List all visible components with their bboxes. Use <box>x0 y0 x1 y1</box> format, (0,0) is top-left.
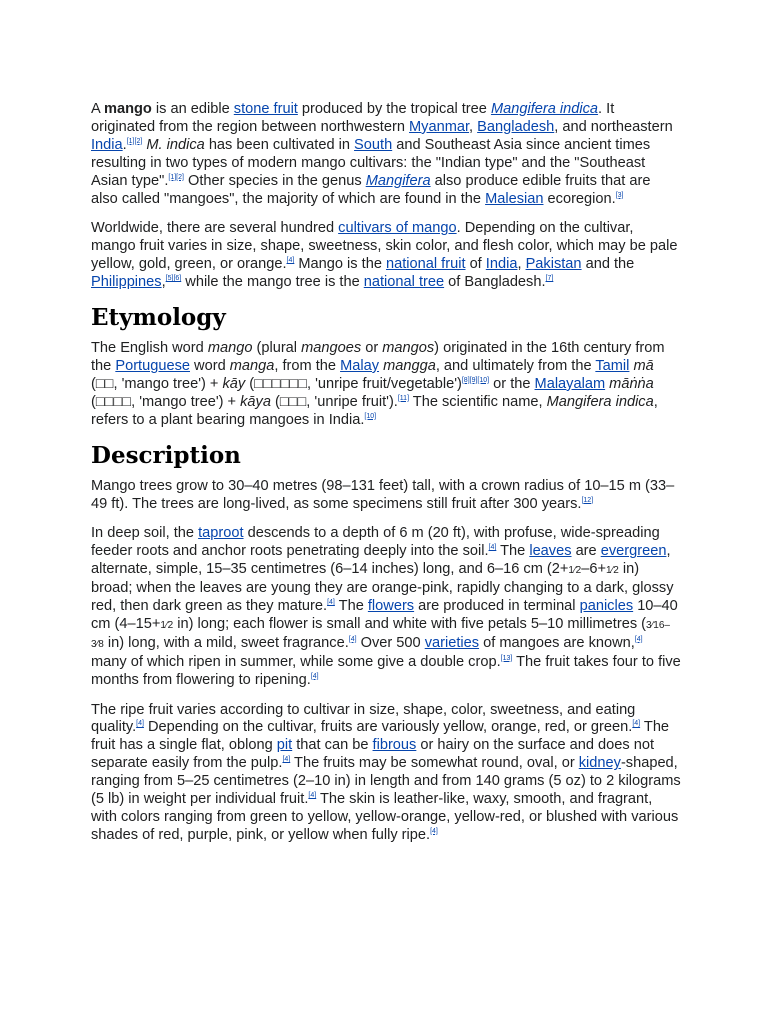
link-fibrous[interactable]: fibrous <box>372 737 417 754</box>
text-run: Mango trees grow to 30–40 metres (98–131 feet) tall, with a crown radius of 10–15 m (33–49 ft). The trees are long-lived, as some specimens still fruit after 300 years. <box>91 477 675 512</box>
fraction: 1⁄2 <box>568 565 582 577</box>
link-cultivars-of-mango[interactable]: cultivars of mango <box>338 220 457 237</box>
text-run: (plural <box>252 340 302 357</box>
citation-ref[interactable] <box>546 275 554 282</box>
citation-ref[interactable] <box>632 721 640 728</box>
citation-link[interactable]: [4] <box>286 257 295 265</box>
italic-term: māṅṅa <box>609 375 654 392</box>
link-leaves[interactable]: leaves <box>529 543 572 560</box>
link-national-fruit[interactable]: national fruit <box>386 256 466 273</box>
italic-term: mangga <box>383 357 436 374</box>
italic-term: Mangifera indica <box>546 393 654 410</box>
section-heading-etymology: Etymology <box>91 304 226 332</box>
text-run: ecoregion. <box>543 190 616 207</box>
link-india[interactable]: India <box>91 136 123 153</box>
citation-link[interactable]: [13] <box>500 654 513 662</box>
citation-ref[interactable] <box>581 497 593 504</box>
text-run: The fruits may be somewhat round, oval, or <box>290 755 579 772</box>
text-run: A <box>91 101 104 117</box>
text-run: Mango is the <box>294 256 386 273</box>
link-south-asia[interactable]: South <box>354 136 393 153</box>
citation-ref[interactable] <box>168 174 184 181</box>
citation-ref[interactable] <box>462 377 489 384</box>
citation-link[interactable]: [4] <box>348 635 357 643</box>
text-run: or hairy on the surface and does not separate easily from the pulp. <box>91 737 655 772</box>
citation-link[interactable]: [5][6] <box>165 275 182 283</box>
text-run: (□□□□, 'mango tree') + <box>91 393 241 410</box>
citation-link[interactable]: [4] <box>308 792 317 800</box>
citation-link[interactable]: [4] <box>430 828 438 836</box>
citation-link[interactable]: [11] <box>397 394 410 402</box>
link-portuguese[interactable]: Portuguese <box>115 357 190 374</box>
text-run: The skin is leather-like, waxy, smooth, and fragrant, with colors ranging from green to yellow, yellow-orange, yellow-red, or blushed with various shades of red, purple, pink, or yellow when fully ripe. <box>91 791 679 843</box>
link-national-tree[interactable]: national tree <box>363 274 445 291</box>
citation-ref[interactable] <box>166 275 182 282</box>
citation-link[interactable]: [4] <box>282 756 291 764</box>
text-run: The <box>334 598 368 615</box>
text-run: or the <box>489 375 535 392</box>
text-run: Other species in the genus <box>183 172 366 189</box>
intro-paragraph-2 <box>91 220 681 292</box>
text-run: are produced in terminal <box>414 598 580 615</box>
link-panicles[interactable]: panicles <box>579 598 634 615</box>
text-run: The ripe fruit varies according to cultivar in size, shape, color, sweetness, and eating quality. <box>91 701 636 736</box>
citation-link[interactable]: [7] <box>545 275 554 283</box>
text-run: The English word <box>91 340 208 357</box>
text-run: is an edible <box>151 101 234 117</box>
italic-term: mangoes <box>301 340 362 357</box>
description-paragraph-1 <box>91 478 681 514</box>
text-run: in) long; each flower is small and white with five petals 5–10 millimetres ( <box>173 615 647 632</box>
text-run: many of which ripen in summer, while some give a double crop. <box>91 653 501 670</box>
text-run: are <box>571 543 601 560</box>
section-heading-description: Description <box>91 441 241 469</box>
link-india[interactable]: India <box>485 256 518 273</box>
citation-link[interactable]: [10] <box>364 412 377 420</box>
italic-term: mango <box>207 340 253 357</box>
citation-link[interactable]: [12] <box>581 496 594 504</box>
text-run: also produce edible fruits that are also called "mangoes", the majority of which are found in the <box>91 172 651 207</box>
text-run: has been cultivated in <box>204 136 355 153</box>
citation-ref[interactable] <box>349 636 357 643</box>
text-run: (□□, 'mango tree') + <box>91 375 223 392</box>
citation-link[interactable]: [1][2] <box>126 137 143 145</box>
citation-ref[interactable] <box>501 655 513 662</box>
italic-term: manga <box>229 357 275 374</box>
text-run: that can be <box>292 737 373 754</box>
citation-ref[interactable] <box>127 138 143 145</box>
text-run: descends to a depth of 6 m (20 ft), with profuse, wide-spreading feeder roots and anchor roots penetrating deeply into the soil. <box>91 525 660 560</box>
citation-link[interactable]: [1][2] <box>168 173 184 181</box>
italic-term: kāya <box>240 393 271 410</box>
description-paragraph-2 <box>91 525 681 689</box>
text-run: , refers to a plant bearing mangoes in India. <box>91 393 658 428</box>
intro-paragraph-1 <box>91 101 681 208</box>
text-run: , from the <box>274 357 341 374</box>
italic-term: mā <box>633 357 654 374</box>
italic-term: mangos <box>382 340 435 357</box>
link-mangifera[interactable]: Mangifera <box>365 172 431 189</box>
text-run: . It originated from the region between northwestern <box>91 101 615 135</box>
italic-term: M. indica <box>146 136 205 153</box>
citation-ref[interactable] <box>364 413 376 420</box>
text-run: of <box>465 256 486 273</box>
text-run: The fruit has a single flat, oblong <box>91 719 670 754</box>
link-mangifera-indica[interactable]: Mangifera indica <box>490 101 599 117</box>
italic-term: kāy <box>222 375 246 392</box>
link-philippines[interactable]: Philippines <box>91 274 162 291</box>
text-run: of mangoes are known, <box>479 634 635 651</box>
citation-link[interactable]: [4] <box>310 672 319 680</box>
text-run: In deep soil, the <box>91 525 199 542</box>
description-paragraph-3 <box>91 702 681 845</box>
text-run: while the mango tree is the <box>181 274 364 291</box>
text-run: –6+ <box>581 561 606 578</box>
link-bangladesh[interactable]: Bangladesh <box>477 118 555 135</box>
etymology-paragraph <box>91 340 681 430</box>
text-run: , <box>517 256 526 273</box>
citation-link[interactable]: [4] <box>488 544 497 552</box>
link-tamil[interactable]: Tamil <box>595 357 630 374</box>
text-run: word <box>190 357 230 374</box>
text-run: -shaped, ranging from 5–25 centimetres (2–10 in) in length and from 140 grams (5 oz) to 2 kilograms (5 lb) in weight per individual fruit. <box>91 755 681 808</box>
text-run: , and northeastern <box>554 118 673 135</box>
link-evergreen[interactable]: evergreen <box>600 543 667 560</box>
citation-ref[interactable] <box>430 828 438 835</box>
citation-link[interactable]: [4] <box>327 599 335 607</box>
link-malesian[interactable]: Malesian <box>485 190 544 207</box>
citation-link[interactable]: [4] <box>632 720 641 728</box>
text-run: Over 500 <box>356 634 425 651</box>
link-pakistan[interactable]: Pakistan <box>525 256 582 273</box>
text-run: , <box>469 118 478 135</box>
fraction: 1⁄2 <box>160 619 174 631</box>
text-run: , alternate, simple, 15–35 centimetres (6–14 inches) long, and 6–16 cm (2+ <box>91 543 671 578</box>
citation-ref[interactable] <box>327 599 335 606</box>
citation-link[interactable]: [4] <box>634 635 643 643</box>
text-run: in) broad; when the leaves are young they are orange-pink, rapidly changing to a dark, glossy red, then dark green as they mature. <box>91 561 674 615</box>
citation-ref[interactable] <box>136 721 144 728</box>
text-run: and the <box>581 256 635 273</box>
article-body <box>91 101 681 857</box>
text-run: , and ultimately from the <box>435 357 596 374</box>
text-run: Worldwide, there are several hundred <box>91 220 339 237</box>
text-run: in) long, with a mild, sweet fragrance. <box>103 634 349 651</box>
text-run: or <box>361 340 383 357</box>
text-run: (□□□□□□, 'unripe fruit/vegetable') <box>245 375 462 392</box>
text-run: and Southeast Asia since ancient times resulting in two types of modern mango cultivars: the "Indian type" and the "Southeast Asian type". <box>91 136 651 189</box>
link-stone-fruit[interactable]: stone fruit <box>233 101 298 117</box>
text-run: . Depending on the cultivar, mango fruit varies in size, shape, sweetness, skin color, and flesh color, which may be pale yellow, gold, green, or orange. <box>91 220 678 273</box>
link-malayalam[interactable]: Malayalam <box>534 375 606 392</box>
text-run: (□□□, 'unripe fruit'). <box>270 393 398 410</box>
text-run: The fruit takes four to five months from flowering to ripening. <box>91 653 681 688</box>
citation-ref[interactable] <box>635 636 643 643</box>
text-run: , <box>161 274 166 291</box>
text-run: of Bangladesh. <box>444 274 546 291</box>
link-varieties[interactable]: varieties <box>424 634 480 651</box>
text-run: The <box>496 543 530 560</box>
link-myanmar[interactable]: Myanmar <box>409 118 470 135</box>
text-run: 10–40 cm (4–15+ <box>91 598 678 632</box>
text-run: Depending on the cultivar, fruits are variously yellow, orange, red, or green. <box>143 719 633 736</box>
bold-term-mango: mango <box>103 101 152 117</box>
text-run: ) originated in the 16th century from the <box>91 340 665 374</box>
link-malay[interactable]: Malay <box>340 357 380 374</box>
citation-link[interactable]: [8][9][10] <box>461 377 490 385</box>
link-pit[interactable]: pit <box>276 737 293 754</box>
citation-ref[interactable] <box>616 192 624 199</box>
text-run: produced by the tropical tree <box>297 101 491 117</box>
fraction: 1⁄2 <box>605 565 619 577</box>
link-flowers[interactable]: flowers <box>367 598 415 615</box>
fraction: 3⁄16–3⁄8 <box>91 619 670 650</box>
citation-ref[interactable] <box>311 673 319 680</box>
link-kidney[interactable]: kidney <box>578 755 621 772</box>
link-taproot[interactable]: taproot <box>198 525 244 542</box>
citation-link[interactable]: [3] <box>615 191 624 199</box>
text-run: . <box>122 136 127 153</box>
text-run: The scientific name, <box>409 393 547 410</box>
citation-link[interactable]: [4] <box>136 720 144 728</box>
citation-ref[interactable] <box>398 395 409 402</box>
